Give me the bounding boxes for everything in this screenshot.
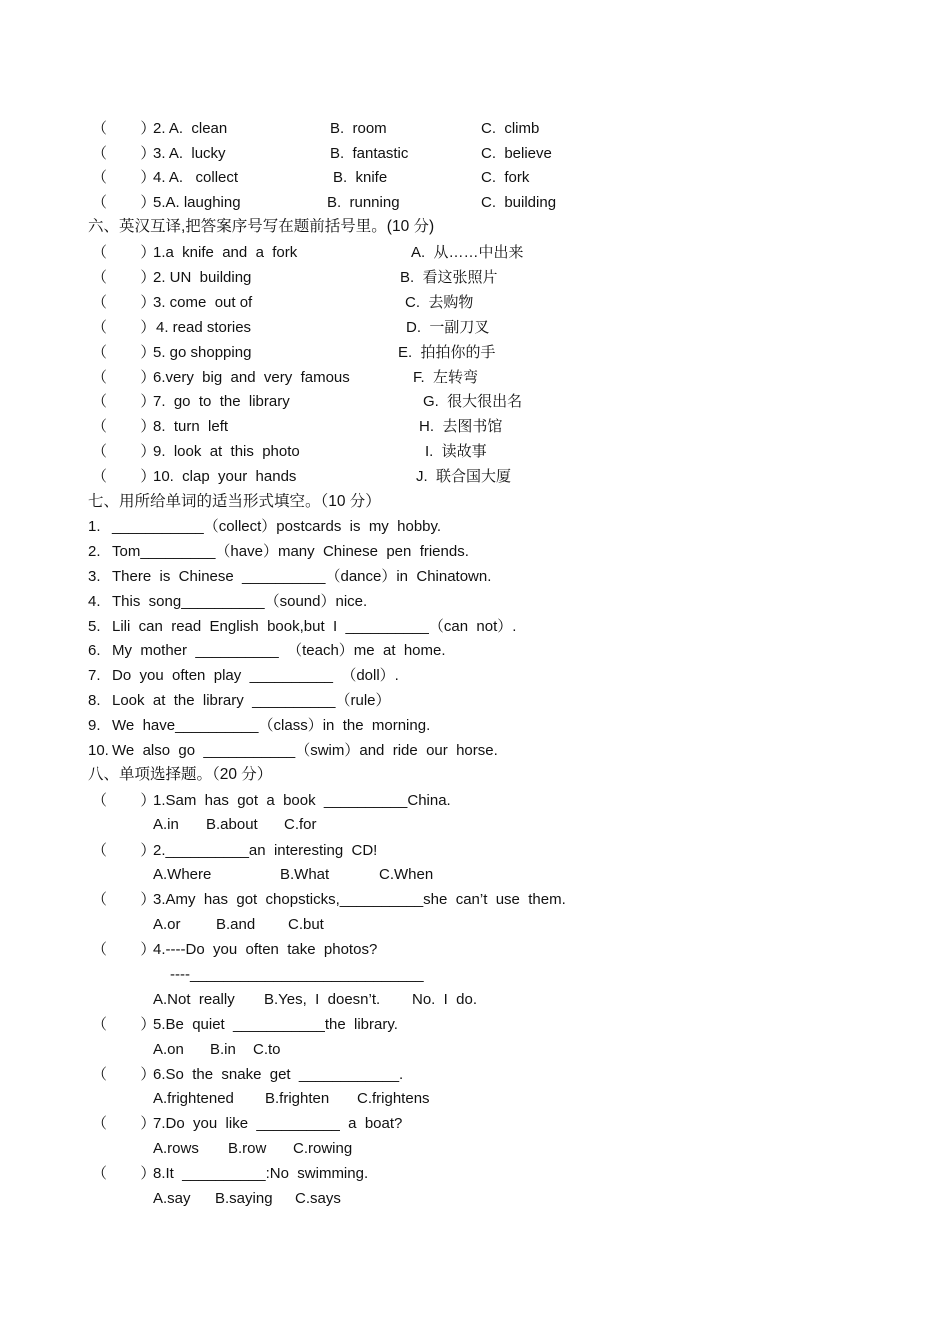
- question-options: [0, 914, 950, 936]
- option-a: A.on: [153, 1041, 184, 1058]
- item-text: Lili can read English book,but I __________（can not）.: [112, 618, 517, 635]
- fill-item: [0, 690, 950, 712]
- fill-item: [0, 665, 950, 687]
- answer-bracket: （ ）: [92, 1165, 156, 1182]
- option-b: B.What: [280, 866, 330, 883]
- choice-row: [0, 118, 950, 140]
- option-a: 4. A. collect: [153, 169, 239, 186]
- item-number: 4.: [88, 593, 101, 610]
- english-phrase: 2. UN building: [153, 269, 252, 286]
- option-a: A.in: [153, 816, 179, 833]
- english-phrase: 7. go to the library: [153, 393, 290, 410]
- item-text: Tom_________（have）many Chinese pen friends.: [112, 543, 469, 560]
- stem-text: 1.Sam has got a book __________China.: [153, 792, 451, 809]
- question-stem: [0, 939, 950, 961]
- option-b: B. running: [327, 194, 400, 211]
- option-a: A.frightened: [153, 1090, 234, 1107]
- answer-bracket: （ ）: [92, 1016, 156, 1033]
- answer-bracket: （ ）: [92, 344, 156, 361]
- fill-item: [0, 591, 950, 613]
- answer-bracket: （ ）: [92, 145, 156, 162]
- answer-bracket: （ ）: [92, 1066, 156, 1083]
- question-stem: [0, 1163, 950, 1185]
- english-phrase: 4. read stories: [156, 319, 252, 336]
- option-c: C.to: [253, 1041, 281, 1058]
- answer-bracket: （ ）: [92, 244, 156, 261]
- answer-bracket: （ ）: [92, 169, 156, 186]
- option-c: C.for: [284, 816, 317, 833]
- option-a: A.say: [153, 1190, 191, 1207]
- item-text: We also go ___________（swim）and ride our horse.: [112, 742, 498, 759]
- option-b: B.frighten: [265, 1090, 330, 1107]
- match-row: [0, 342, 950, 364]
- match-row: [0, 317, 950, 339]
- stem-text: 8.It __________:No swimming.: [153, 1165, 369, 1182]
- choice-row: [0, 192, 950, 214]
- option-a: 3. A. lucky: [153, 145, 226, 162]
- english-phrase: 6.very big and very famous: [153, 369, 350, 386]
- chinese-phrase: D. 一副刀叉: [406, 319, 490, 336]
- item-text: There is Chinese __________（dance）in Chinatown.: [112, 568, 492, 585]
- option-b: B.in: [210, 1041, 236, 1058]
- stem-text: 3.Amy has got chopsticks,__________she can’t use them.: [153, 891, 566, 908]
- item-number: 6.: [88, 642, 101, 659]
- item-text: We have__________（class）in the morning.: [112, 717, 431, 734]
- option-a: 2. A. clean: [153, 120, 228, 137]
- fill-item: [0, 616, 950, 638]
- match-row: [0, 242, 950, 264]
- item-number: 10.: [88, 742, 109, 759]
- stem-text: 5.Be quiet ___________the library.: [153, 1016, 398, 1033]
- answer-bracket: （ ）: [92, 369, 156, 386]
- option-c: C. fork: [481, 169, 530, 186]
- question-options: [0, 1039, 950, 1061]
- stem-text: 2.__________an interesting CD!: [153, 842, 378, 859]
- english-phrase: 1.a knife and a fork: [153, 244, 298, 261]
- answer-bracket: （ ）: [92, 269, 156, 286]
- option-a: A.Where: [153, 866, 212, 883]
- option-c: C.but: [288, 916, 324, 933]
- option-b: B.saying: [215, 1190, 273, 1207]
- option-c: C. building: [481, 194, 557, 211]
- english-phrase: 10. clap your hands: [153, 468, 297, 485]
- section-heading: 六、英汉互译,把答案序号写在题前括号里。(10 分): [88, 218, 435, 235]
- answer-bracket: （ ）: [92, 842, 156, 859]
- item-number: 1.: [88, 518, 101, 535]
- chinese-phrase: G. 很大很出名: [423, 393, 523, 410]
- match-row: [0, 391, 950, 413]
- question-stem: [0, 840, 950, 862]
- english-phrase: 5. go shopping: [153, 344, 252, 361]
- option-a: 5.A. laughing: [153, 194, 241, 211]
- chinese-phrase: E. 拍拍你的手: [398, 344, 496, 361]
- match-row: [0, 441, 950, 463]
- fill-item: [0, 566, 950, 588]
- match-row: [0, 267, 950, 289]
- item-number: 5.: [88, 618, 101, 635]
- answer-bracket: （ ）: [92, 792, 156, 809]
- option-a: A.rows: [153, 1140, 199, 1157]
- fill-item: [0, 715, 950, 737]
- option-c: C. climb: [481, 120, 540, 137]
- item-text: This song__________（sound）nice.: [112, 593, 368, 610]
- item-number: 7.: [88, 667, 101, 684]
- answer-bracket: （ ）: [92, 1115, 156, 1132]
- answer-bracket: （ ）: [92, 319, 156, 336]
- question-options: [0, 989, 950, 1011]
- question-stem: [0, 1064, 950, 1086]
- item-text: My mother __________ （teach）me at home.: [112, 642, 446, 659]
- option-a: A.or: [153, 916, 181, 933]
- answer-bracket: （ ）: [92, 443, 156, 460]
- question-options: [0, 1138, 950, 1160]
- option-a: A.Not really: [153, 991, 235, 1008]
- option-c: C.says: [295, 1190, 341, 1207]
- section-heading: 八、单项选择题。（20 分）: [88, 766, 273, 783]
- option-b: B.row: [228, 1140, 267, 1157]
- fill-item: [0, 516, 950, 538]
- chinese-phrase: F. 左转弯: [413, 369, 479, 386]
- match-row: [0, 466, 950, 488]
- option-b: B. knife: [333, 169, 388, 186]
- question-options: [0, 864, 950, 886]
- item-text: Look at the library __________（rule）: [112, 692, 391, 709]
- english-phrase: 9. look at this photo: [153, 443, 300, 460]
- item-number: 2.: [88, 543, 101, 560]
- chinese-phrase: A. 从……中出来: [411, 244, 524, 261]
- option-c: C.rowing: [293, 1140, 353, 1157]
- stem-text: 4.----Do you often take photos?: [153, 941, 378, 958]
- section-heading: 七、用所给单词的适当形式填空。（10 分）: [88, 493, 381, 510]
- answer-bracket: （ ）: [92, 418, 156, 435]
- option-b: B.about: [206, 816, 258, 833]
- question-options: [0, 1188, 950, 1210]
- answer-line: ----____________________________: [170, 966, 424, 983]
- option-c: C.frightens: [357, 1090, 430, 1107]
- fill-item: [0, 740, 950, 762]
- stem-text: 7.Do you like __________ a boat?: [153, 1115, 403, 1132]
- question-stem: [0, 1113, 950, 1135]
- choice-row: [0, 143, 950, 165]
- choice-row: [0, 167, 950, 189]
- match-row: [0, 367, 950, 389]
- chinese-phrase: H. 去图书馆: [419, 418, 503, 435]
- question-stem: [0, 790, 950, 812]
- option-b: B. room: [330, 120, 387, 137]
- chinese-phrase: J. 联合国大厦: [416, 468, 512, 485]
- stem-text: 6.So the snake get ____________.: [153, 1066, 404, 1083]
- question-options: [0, 1088, 950, 1110]
- answer-bracket: （ ）: [92, 468, 156, 485]
- item-number: 9.: [88, 717, 101, 734]
- match-row: [0, 416, 950, 438]
- fill-item: [0, 541, 950, 563]
- english-phrase: 3. come out of: [153, 294, 253, 311]
- item-number: 3.: [88, 568, 101, 585]
- english-phrase: 8. turn left: [153, 418, 229, 435]
- chinese-phrase: B. 看这张照片: [400, 269, 498, 286]
- fill-item: [0, 640, 950, 662]
- question-stem: [0, 889, 950, 911]
- answer-bracket: （ ）: [92, 393, 156, 410]
- option-c: No. I do.: [412, 991, 478, 1008]
- item-text: Do you often play __________ （doll）.: [112, 667, 399, 684]
- answer-bracket: （ ）: [92, 294, 156, 311]
- answer-bracket: （ ）: [92, 120, 156, 137]
- chinese-phrase: I. 读故事: [425, 443, 487, 460]
- answer-bracket: （ ）: [92, 941, 156, 958]
- question-options: [0, 814, 950, 836]
- option-b: B.Yes, I doesn’t.: [264, 991, 381, 1008]
- match-row: [0, 292, 950, 314]
- answer-bracket: （ ）: [92, 194, 156, 211]
- item-number: 8.: [88, 692, 101, 709]
- option-b: B. fantastic: [330, 145, 409, 162]
- question-stem: [0, 1014, 950, 1036]
- option-c: C.When: [379, 866, 434, 883]
- option-b: B.and: [216, 916, 256, 933]
- chinese-phrase: C. 去购物: [405, 294, 474, 311]
- option-c: C. believe: [481, 145, 552, 162]
- answer-bracket: （ ）: [92, 891, 156, 908]
- item-text: ___________（collect）postcards is my hobby.: [112, 518, 442, 535]
